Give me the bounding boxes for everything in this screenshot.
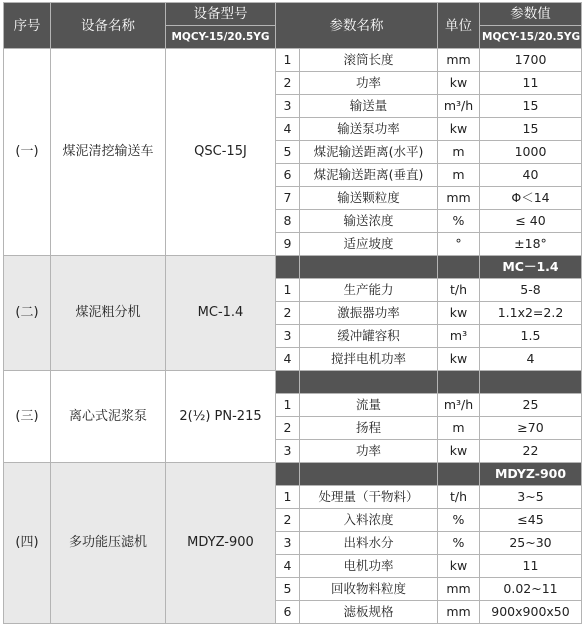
band-cell (276, 256, 300, 279)
param-value: 1000 (480, 141, 582, 164)
param-name: 功率 (300, 72, 438, 95)
param-value: 5-8 (480, 279, 582, 302)
header-param-name: 参数名称 (276, 3, 438, 49)
group-seq: (四) (4, 463, 51, 624)
model-band-row (4, 256, 582, 279)
param-unit: t/h (438, 486, 480, 509)
param-value: 4 (480, 348, 582, 371)
param-unit: kw (438, 118, 480, 141)
param-name: 适应坡度 (300, 233, 438, 256)
param-name: 煤泥输送距离(水平) (300, 141, 438, 164)
param-name: 输送泵功率 (300, 118, 438, 141)
header-row (4, 3, 582, 26)
model-band-row (4, 371, 582, 394)
header-device-model-value: MQCY-15/20.5YG (166, 26, 276, 49)
param-value: 1.1x2=2.2 (480, 302, 582, 325)
param-unit: m (438, 141, 480, 164)
group-device-model: QSC-15J (166, 49, 276, 256)
param-value: 15 (480, 95, 582, 118)
param-unit: m (438, 417, 480, 440)
param-value: ≥70 (480, 417, 582, 440)
band-cell (276, 463, 300, 486)
param-unit: % (438, 532, 480, 555)
param-value: Φ＜14 (480, 187, 582, 210)
band-cell (300, 463, 438, 486)
model-band-row (4, 463, 582, 486)
row-number: 4 (276, 555, 300, 578)
param-unit: % (438, 210, 480, 233)
band-cell (438, 371, 480, 394)
param-name: 煤泥输送距离(垂直) (300, 164, 438, 187)
row-number: 3 (276, 325, 300, 348)
param-name: 入料浓度 (300, 509, 438, 532)
table-row (4, 49, 582, 72)
group-device-name: 离心式泥浆泵 (51, 371, 166, 463)
param-value: 0.02~11 (480, 578, 582, 601)
row-number: 4 (276, 348, 300, 371)
row-number: 6 (276, 601, 300, 624)
param-name: 输送浓度 (300, 210, 438, 233)
param-name: 输送量 (300, 95, 438, 118)
group-device-model: MC-1.4 (166, 256, 276, 371)
row-number: 2 (276, 302, 300, 325)
param-value: 15 (480, 118, 582, 141)
group-seq: (二) (4, 256, 51, 371)
param-name: 处理量（干物料） (300, 486, 438, 509)
param-unit: m (438, 164, 480, 187)
param-name: 滤板规格 (300, 601, 438, 624)
row-number: 1 (276, 49, 300, 72)
row-number: 3 (276, 95, 300, 118)
param-name: 电机功率 (300, 555, 438, 578)
row-number: 3 (276, 440, 300, 463)
row-number: 3 (276, 532, 300, 555)
param-name: 搅拌电机功率 (300, 348, 438, 371)
band-cell (300, 256, 438, 279)
param-unit: % (438, 509, 480, 532)
param-name: 激振器功率 (300, 302, 438, 325)
param-unit: m³/h (438, 95, 480, 118)
header-param-value-model: MQCY-15/20.5YG (480, 26, 582, 49)
param-name: 生产能力 (300, 279, 438, 302)
header-param-value: 参数值 (480, 3, 582, 26)
group-device-name: 煤泥清挖输送车 (51, 49, 166, 256)
param-name: 出料水分 (300, 532, 438, 555)
row-number: 7 (276, 187, 300, 210)
param-value: ≤45 (480, 509, 582, 532)
group-device-model: MDYZ-900 (166, 463, 276, 624)
row-number: 5 (276, 141, 300, 164)
row-number: 2 (276, 509, 300, 532)
group-device-model: 2(½) PN-215 (166, 371, 276, 463)
band-cell (438, 256, 480, 279)
param-value: 25~30 (480, 532, 582, 555)
param-value: 1.5 (480, 325, 582, 348)
row-number: 9 (276, 233, 300, 256)
group-device-name: 多功能压滤机 (51, 463, 166, 624)
row-number: 6 (276, 164, 300, 187)
param-value: 40 (480, 164, 582, 187)
row-number: 4 (276, 118, 300, 141)
param-name: 滚筒长度 (300, 49, 438, 72)
param-unit: m³/h (438, 394, 480, 417)
param-value: 22 (480, 440, 582, 463)
param-unit: kw (438, 302, 480, 325)
param-unit: ° (438, 233, 480, 256)
row-number: 1 (276, 394, 300, 417)
spec-table (3, 2, 582, 624)
param-name: 扬程 (300, 417, 438, 440)
band-cell (300, 371, 438, 394)
row-number: 2 (276, 72, 300, 95)
group-device-name: 煤泥粗分机 (51, 256, 166, 371)
group-seq: (三) (4, 371, 51, 463)
group-seq: (一) (4, 49, 51, 256)
header-device-model: 设备型号 (166, 3, 276, 26)
row-number: 1 (276, 279, 300, 302)
header-seq: 序号 (4, 3, 51, 49)
band-model-label: MDYZ-900 (480, 463, 582, 486)
param-unit: kw (438, 348, 480, 371)
param-value: ±18° (480, 233, 582, 256)
header-device-name: 设备名称 (51, 3, 166, 49)
param-name: 功率 (300, 440, 438, 463)
header-unit: 单位 (438, 3, 480, 49)
param-value: ≤ 40 (480, 210, 582, 233)
param-name: 流量 (300, 394, 438, 417)
band-cell (438, 463, 480, 486)
param-unit: kw (438, 440, 480, 463)
band-model-label (480, 371, 582, 394)
param-value: 11 (480, 555, 582, 578)
param-unit: t/h (438, 279, 480, 302)
param-unit: mm (438, 187, 480, 210)
band-cell (276, 371, 300, 394)
param-unit: m³ (438, 325, 480, 348)
row-number: 2 (276, 417, 300, 440)
param-unit: mm (438, 601, 480, 624)
param-name: 缓冲罐容积 (300, 325, 438, 348)
param-unit: mm (438, 578, 480, 601)
param-name: 回收物料粒度 (300, 578, 438, 601)
param-value: 1700 (480, 49, 582, 72)
row-number: 8 (276, 210, 300, 233)
param-unit: mm (438, 49, 480, 72)
param-name: 输送颗粒度 (300, 187, 438, 210)
param-unit: kw (438, 555, 480, 578)
param-value: 3~5 (480, 486, 582, 509)
row-number: 1 (276, 486, 300, 509)
row-number: 5 (276, 578, 300, 601)
band-model-label: MC－1.4 (480, 256, 582, 279)
param-value: 11 (480, 72, 582, 95)
param-value: 900x900x50 (480, 601, 582, 624)
param-value: 25 (480, 394, 582, 417)
param-unit: kw (438, 72, 480, 95)
